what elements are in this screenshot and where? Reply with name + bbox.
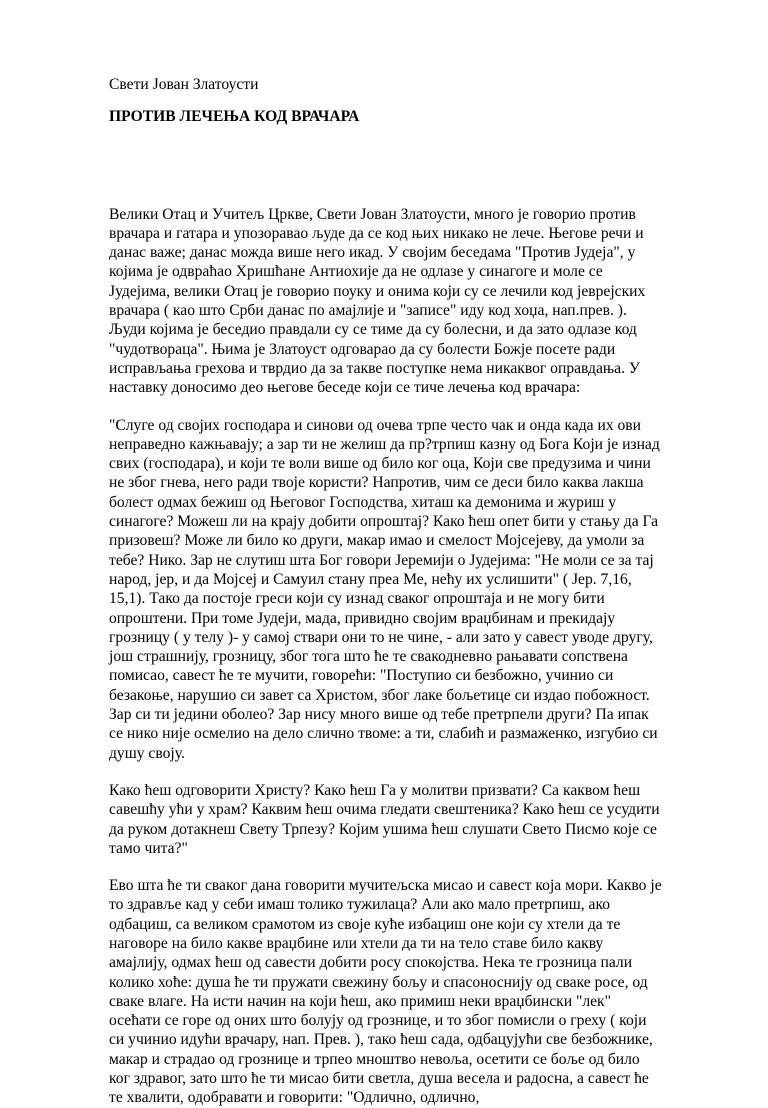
paragraph-3: Како ћеш одговорити Христу? Како ћеш Га у молитви призвати? Са каквом ћеш савешћу ући у храм? Каквим ћеш очима гледати свештеника? Како ћеш се усудити да руком дотакнеш Свету Трпезу? Којим ушима ћеш слушати Свето Писмо које се тамо чита?"	[109, 781, 660, 857]
paragraph-4: Ево шта ће ти сваког дана говорити мучитељска мисао и савест која мори. Какво је то здравље кад у себи имаш толико тужилаца? Али ако мало претрпиш, ако одбациш, са великом срамотом из своје куће избациш оне који су хтели да те наговоре на било какве враџбине или хтели да ти на тело ставе било какву амајлију, одмах ћеш од савести добити росу спокојства. Нека те грозница пали колико хоће: душа ће ти пружати свежину бољу и спасоноснију од сваке росе, од сваке влаге. На исти начин на који ћеш, ако примиш неки враџбински "лек" осећати се горе од оних што болују од грознице, и то због помисли о греху ( који си учинио идући врачару, нап. Прев. ), тако ћеш сада, одбацујући све безбожнике, макар и страдао од грознице и трпео мноштво невоља, осетити се боље од било ког здравог, зато што ће ти мисао бити светла, душа весела и радосна, а савест ће те хвалити, одобравати и говорити: "Одлично, одлично,	[109, 877, 662, 1107]
document-author: Свети Јован Златоусти	[109, 76, 259, 93]
paragraph-1: Велики Отац и Учитељ Цркве, Свети Јован Златоусти, много је говорио против врачара и гатара и упозоравао људе да се код њих никако не лече. Његове речи и данас важе; данас можда више него икад. У својим беседама "Против Јудеја", у којима је одвраћао Хришћане Антиохије да не одлазе у синагоге и моле се Јудејима, велики Отац је говорио поуку и онима који су се лечили код јеврејских врачара ( као што Срби данас по амајлије и "записе" иду код хоџа, нап.прев. ). Људи којима је беседио правдали су се тиме да су болесни, и да зато одлазе код "чудотвораца". Њима је Златоуст одговарао да су болести Божје посете ради исправљања грехова и тврдио да за такве поступке нема никаквог оправдања. У наставку доносимо део његове беседе који се тиче лечења код врачара:	[109, 205, 646, 397]
document-page	[109, 75, 664, 1108]
document-title: ПРОТИВ ЛЕЧЕЊА КОД ВРАЧАРА	[109, 108, 360, 126]
document-body	[109, 205, 664, 1108]
paragraph-2: "Слуге од својих господара и синови од очева трпе често чак и онда када их ови неправедно кажњавају; а зар ти не желиш да пр?трпиш казну од Бога Који је изнад свих (господара), и који те воли више од било ког оца, Који све предузима и чини не због гнева, него ради твоје користи? Напротив, чим се деси било каква лакша болест одмах бежиш од Његовог Господства, хиташ ка демонима и журиш у синагоге? Можеш ли на крају добити опроштај? Како ћеш опет бити у стању да Га призовеш? Може ли било ко други, макар имао и смелост Мојсејеву, да умоли за тебе? Нико. Зар не слутиш шта Бог говори Јеремији о Јудејима: "Не моли се за тај народ, јер, и да Мојсеј и Самуил стану преа Ме, нећу их услишити" ( Јер. 7,16, 15,1). Тако да постоје греси који су изнад сваког опроштаја и не могу бити опроштени. При томе Јудеји, мада, привидно својим враџбинам и прекидају грозницу ( у телу )- у самој ствари они то не чине, - али зато у савест уводе другу, још страшнију, грозницу, због тога што ће те свакодневно рањавати сопствена помисао, савест ће те мучити, говорећи: "Поступио си безбожно, учинио си безакоње, нарушио си завет са Христом, због лаке бољетице си издао побожност. Зар си ти једини оболео? Зар нису много више од тебе претрпели други? Па ипак се нико није осмелио на дело слично твоме: а ти, слабић и размаженко, изгубио си душу своју.	[109, 416, 660, 762]
